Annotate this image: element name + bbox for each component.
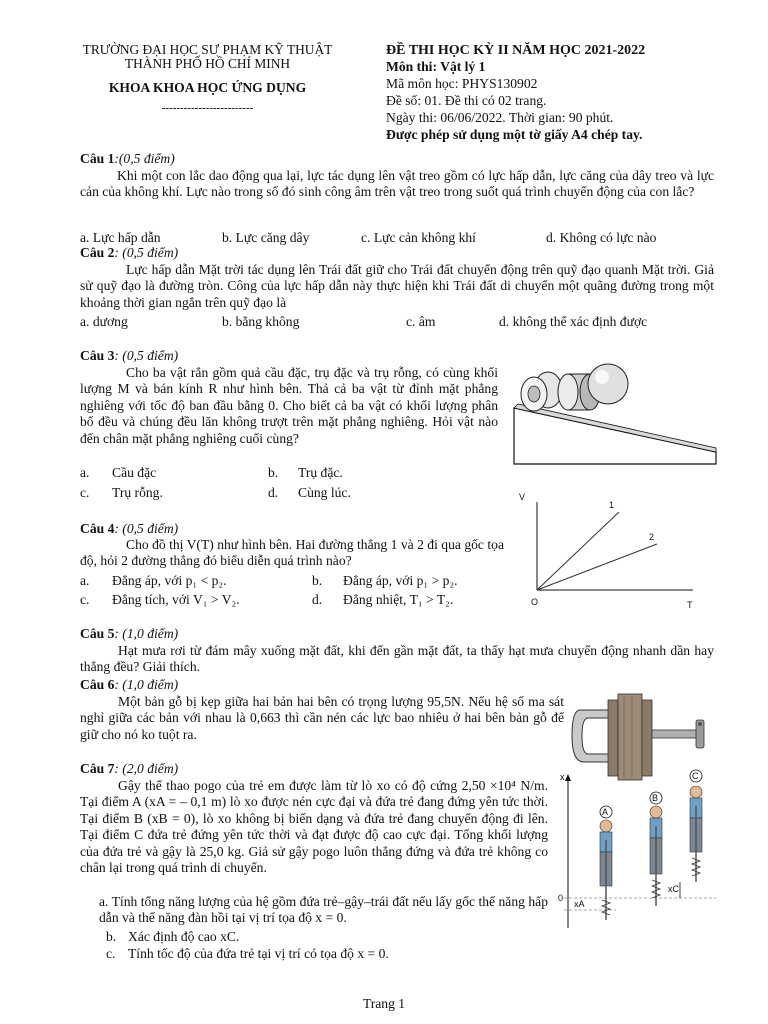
q3-heading: Câu 3: (0,5 điểm) xyxy=(80,348,179,363)
q4-option-d-key: d. xyxy=(312,592,323,607)
q2-heading: Câu 2: (0,5 điểm) xyxy=(80,245,179,260)
q7-part-b: Xác định độ cao xC. xyxy=(128,929,240,944)
child-b xyxy=(650,792,662,906)
q1-option-c: c. Lực cản không khí xyxy=(361,230,476,245)
x-axis-label: x xyxy=(560,772,565,782)
exam-number: Đề số: 01. Đề thi có 02 trang. xyxy=(386,93,547,108)
q1-option-b: b. Lực căng dây xyxy=(222,230,310,245)
q7-part-c-key: c. xyxy=(106,946,116,961)
incline-figure xyxy=(510,360,720,470)
q2-option-a: a. dương xyxy=(80,314,128,329)
q4-option-a: Đẳng áp, với p₁ < p₂. xyxy=(112,573,227,588)
faculty-name: KHOA KHOA HỌC ỨNG DỤNG xyxy=(108,80,307,95)
page-number: Trang 1 xyxy=(362,996,406,1011)
q5-heading: Câu 5: (1,0 điểm) xyxy=(80,626,179,641)
q2-option-b: b. bằng không xyxy=(222,314,300,329)
q7-part-c: Tính tốc độ của đứa trẻ tại vị trí có tọa độ x = 0. xyxy=(128,946,389,961)
pogo-figure xyxy=(556,770,722,930)
q4-option-b: Đẳng áp, với p₁ > p₂. xyxy=(343,573,458,588)
clamp-figure xyxy=(570,690,720,782)
line-1-label: 1 xyxy=(609,500,615,510)
line-2-label: 2 xyxy=(649,532,655,542)
point-b-label: B xyxy=(652,793,659,803)
xa-label: xA xyxy=(574,899,585,909)
line-2 xyxy=(537,544,657,590)
q3-option-d: Cùng lúc. xyxy=(298,485,351,500)
child-c xyxy=(690,770,702,882)
right-plate xyxy=(642,700,652,776)
q3-option-c: Trụ rỗng. xyxy=(112,485,163,500)
q3-option-a-key: a. xyxy=(80,465,90,480)
left-plate xyxy=(608,700,618,776)
line-1 xyxy=(537,512,619,590)
q7-heading: Câu 7: (2,0 điểm) xyxy=(80,761,179,776)
xc-label: xC xyxy=(668,884,679,894)
v-axis-label: V xyxy=(519,492,526,502)
q4-option-c: Đẳng tích, với V₁ > V₂. xyxy=(112,592,240,607)
point-a-label: A xyxy=(602,807,609,817)
q2-option-d: d. không thể xác định được xyxy=(499,314,648,329)
q6-text: Một bản gỗ bị kẹp giữa hai bản hai bên có trọng lượng 95,5N. Nếu hệ số ma sát nghỉ giữa các bản với nhau là 0,663 thì cần nén các lực bao nhiêu ở hai bên bản gỗ để giữ cho nó ko tuột ra. xyxy=(80,694,564,742)
t-axis-label: T xyxy=(687,600,693,610)
q7-part-a: a. Tính tổng năng lượng của hệ gồm đứa trẻ–gậy–trái đất nếu lấy gốc thế năng hấp dẫn và thế năng đàn hồi tại vị trí tọa độ x = 0. xyxy=(99,894,548,926)
q1-text: Khi một con lắc dao động qua lại, lực tác dụng lên vật treo gồm có lực hấp dẫn, lực căng của dây treo và lực cản của không khí. Lực nào trong số đó sinh công âm trên vật treo trong suốt quá trình chuyển động của con lắc? xyxy=(80,168,714,200)
q3-option-c-key: c. xyxy=(80,485,90,500)
zero-label: 0 xyxy=(558,893,564,903)
allowed-materials: Được phép sử dụng một tờ giấy A4 chép tay. xyxy=(386,127,643,142)
point-c-label: C xyxy=(692,771,699,781)
q4-option-b-key: b. xyxy=(312,573,323,588)
origin-label: O xyxy=(531,597,539,607)
q2-option-c: c. âm xyxy=(406,314,436,329)
hollow-cylinder-icon xyxy=(521,372,562,411)
q5-text: Hạt mưa rơi từ đám mây xuống mặt đất, khi đến gần mặt đất, ta thấy hạt mưa chuyển động nhanh dần hay thẳng đều? Giải thích. xyxy=(80,643,714,675)
header-divider: ------------------------- xyxy=(161,102,254,114)
solid-sphere-icon xyxy=(588,364,628,404)
q3-option-b: Trụ đặc. xyxy=(298,465,343,480)
school-name-line2: THÀNH PHỐ HỒ CHÍ MINH xyxy=(124,56,291,71)
child-a xyxy=(600,806,612,920)
q4-option-a-key: a. xyxy=(80,573,90,588)
vt-graph xyxy=(515,488,705,613)
q3-option-a: Cầu đặc xyxy=(112,465,157,480)
q6-heading: Câu 6: (1,0 điểm) xyxy=(80,677,179,692)
q4-option-c-key: c. xyxy=(80,592,90,607)
school-name-line1: TRƯỜNG ĐẠI HỌC SƯ PHẠM KỸ THUẬT xyxy=(82,42,333,57)
exam-subject: Môn thi: Vật lý 1 xyxy=(386,59,486,74)
q2-text: Lực hấp dẫn Mặt trời tác dụng lên Trái đất giữ cho Trái đất chuyển động trên quỹ đạo quanh Mặt trời. Giả sử quỹ đạo là đường tròn. Công của lực hấp dẫn này thực hiện khi Trái đất di chuyển một quãng đường trong một khoảng thời gian ngắn trên quỹ đạo là xyxy=(80,262,714,310)
q3-option-b-key: b. xyxy=(268,465,279,480)
q4-heading: Câu 4: (0,5 điểm) xyxy=(80,521,179,536)
wood-block xyxy=(618,694,642,780)
q1-option-d: d. Không có lực nào xyxy=(546,230,657,245)
q1-heading: Câu 1:(0,5 điểm) xyxy=(80,151,175,166)
q7-text: Gậy thể thao pogo của trẻ em được làm từ lò xo có độ cứng 2,50 ×10⁴ N/m. Tại điểm A (xA = – 0,1 m) lò xo được nén cực đại và đứa trẻ đang đứng yên tức thời. Tại điểm B (xB = 0), lò xo không bị biến dạng và đứa trẻ đang chuyển động đi lên. Tại điểm C đứa trẻ đứng yên tức thời và đạt được độ cao cực đại. Tổng khối lượng của đứa trẻ và gậy là 25,0 kg. Giả sử gậy pogo luôn thẳng đứng và đứa trẻ không co chân lại trong quá trình di chuyển. xyxy=(80,778,548,876)
incline-plane xyxy=(514,408,716,464)
q3-text: Cho ba vật rắn gồm quả cầu đặc, trụ đặc và trụ rỗng, có cùng khối lượng M và bán kính R như hình bên. Thả cả ba vật từ đỉnh mặt phẳng nghiêng với tốc độ ban đầu bằng 0. Cho biết cả ba vật có khối lượng phân bố đều và chúng đều lăn không trượt trên mặt phẳng nghiêng. Hỏi vật nào đến chân mặt phẳng nghiêng cuối cùng? xyxy=(80,365,498,446)
course-code: Mã môn học: PHYS130902 xyxy=(386,76,538,91)
exam-date-time: Ngày thi: 06/06/2022. Thời gian: 90 phút. xyxy=(386,110,614,125)
q4-option-d: Đẳng nhiệt, T₁ > T₂. xyxy=(343,592,454,607)
q1-option-a: a. Lực hấp dẫn xyxy=(80,230,161,245)
clamp-screw xyxy=(652,730,698,738)
q7-part-b-key: b. xyxy=(106,929,117,944)
exam-title: ĐỀ THI HỌC KỲ II NĂM HỌC 2021-2022 xyxy=(386,43,646,58)
q3-option-d-key: d. xyxy=(268,485,279,500)
q4-text: Cho đồ thị V(T) như hình bên. Hai đường thẳng 1 và 2 đi qua gốc tọa độ, hỏi 2 đường thẳng đó biểu diễn quá trình nào? xyxy=(80,537,504,569)
